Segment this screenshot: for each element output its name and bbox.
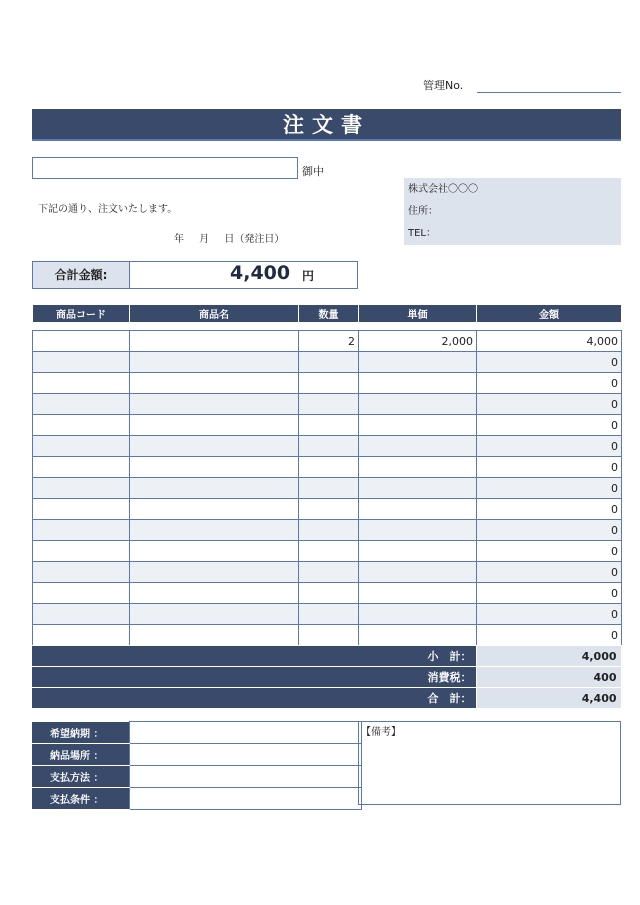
cell-unit-price[interactable] [359, 415, 477, 436]
cell-product-name[interactable] [130, 457, 299, 478]
company-name: 株式会社〇〇〇 [408, 184, 478, 195]
cell-amount[interactable]: 0 [477, 583, 622, 604]
cell-product-name[interactable] [130, 373, 299, 394]
table-row [33, 604, 622, 625]
cell-product-name[interactable] [130, 478, 299, 499]
cell-product-code[interactable] [33, 373, 130, 394]
col-header-product-code: 商品コード [33, 305, 130, 323]
cell-amount[interactable]: 4,000 [477, 331, 622, 352]
col-header-quantity: 数量 [299, 305, 359, 323]
table-row [33, 352, 622, 373]
col-header-unit-price: 単価 [359, 305, 477, 323]
cell-unit-price[interactable] [359, 436, 477, 457]
cell-product-name[interactable] [130, 562, 299, 583]
cell-unit-price[interactable] [359, 373, 477, 394]
table-row [33, 478, 622, 499]
cell-product-name[interactable] [130, 499, 299, 520]
cell-product-name[interactable] [130, 625, 299, 646]
grand-total-value: 4,400 [476, 688, 621, 709]
table-row [33, 457, 622, 478]
cell-product-code[interactable] [33, 520, 130, 541]
company-tel-label: TEL： [408, 228, 436, 239]
col-header-product-name: 商品名 [130, 305, 299, 323]
cell-product-name[interactable] [130, 583, 299, 604]
remarks-label: 【備考】 [361, 727, 401, 738]
cell-quantity[interactable] [299, 604, 359, 625]
delivery-place-label: 納品場所 ： [32, 744, 129, 766]
table-row [33, 583, 622, 604]
cell-product-name[interactable] [130, 331, 299, 352]
terms-table [32, 721, 362, 810]
recipient-name-field[interactable] [32, 157, 298, 179]
cell-amount[interactable]: 0 [477, 373, 622, 394]
cell-product-code[interactable] [33, 541, 130, 562]
cell-amount[interactable]: 0 [477, 625, 622, 646]
cell-unit-price[interactable] [359, 352, 477, 373]
grand-total-label: 合 計： [32, 688, 476, 709]
total-amount-label: 合計金額: [32, 261, 130, 289]
total-amount-value: 4,400 [230, 262, 291, 284]
cell-quantity[interactable] [299, 394, 359, 415]
delivery-date-label: 希望納期 ： [32, 722, 129, 744]
delivery-place-field[interactable] [129, 744, 361, 766]
cell-amount[interactable]: 0 [477, 520, 622, 541]
cell-unit-price[interactable] [359, 604, 477, 625]
cell-product-code[interactable] [33, 331, 130, 352]
payment-method-field[interactable] [129, 766, 361, 788]
order-date: 年 月 日（発注日） [174, 234, 285, 245]
cell-amount[interactable]: 0 [477, 541, 622, 562]
cell-amount[interactable]: 0 [477, 457, 622, 478]
cell-amount[interactable]: 0 [477, 562, 622, 583]
cell-product-name[interactable] [130, 394, 299, 415]
cell-product-code[interactable] [33, 499, 130, 520]
recipient-suffix: 御中 [302, 165, 324, 178]
cell-amount[interactable]: 0 [477, 352, 622, 373]
cell-quantity[interactable] [299, 352, 359, 373]
subtotal-value: 4,000 [476, 646, 621, 667]
cell-product-code[interactable] [33, 436, 130, 457]
cell-product-name[interactable] [130, 415, 299, 436]
table-row [33, 520, 622, 541]
tax-label: 消費税： [32, 667, 476, 688]
cell-quantity[interactable] [299, 415, 359, 436]
cell-unit-price[interactable] [359, 499, 477, 520]
cell-product-code[interactable] [33, 394, 130, 415]
table-row [33, 436, 622, 457]
cell-unit-price[interactable] [359, 541, 477, 562]
table-row [33, 331, 622, 352]
col-header-amount: 金額 [477, 305, 622, 323]
cell-product-code[interactable] [33, 415, 130, 436]
table-row [33, 562, 622, 583]
cell-unit-price[interactable] [359, 583, 477, 604]
cell-unit-price[interactable] [359, 562, 477, 583]
management-number-field[interactable] [477, 92, 621, 93]
cell-unit-price[interactable] [359, 457, 477, 478]
table-row [33, 415, 622, 436]
cell-unit-price[interactable] [359, 478, 477, 499]
remarks-box[interactable] [358, 721, 621, 805]
cell-quantity[interactable] [299, 499, 359, 520]
cell-quantity[interactable] [299, 457, 359, 478]
payment-terms-field[interactable] [129, 788, 361, 810]
cell-quantity[interactable] [299, 541, 359, 562]
cell-quantity[interactable] [299, 436, 359, 457]
cell-product-name[interactable] [130, 541, 299, 562]
cell-quantity[interactable] [299, 478, 359, 499]
cell-product-code[interactable] [33, 562, 130, 583]
management-number-label: 管理No. [423, 79, 464, 92]
payment-terms-label: 支払条件 ： [32, 788, 129, 810]
intro-text: 下記の通り、注文いたします。 [38, 204, 178, 215]
cell-quantity[interactable] [299, 583, 359, 604]
company-info-box [404, 178, 621, 245]
table-row [33, 373, 622, 394]
company-address-label: 住所： [408, 206, 438, 217]
cell-product-code[interactable] [33, 604, 130, 625]
subtotal-label: 小 計： [32, 646, 476, 667]
grand-total-row [32, 688, 621, 709]
cell-amount[interactable]: 0 [477, 604, 622, 625]
cell-product-name[interactable] [130, 520, 299, 541]
cell-quantity[interactable]: 2 [299, 331, 359, 352]
cell-unit-price[interactable]: 2,000 [359, 331, 477, 352]
cell-unit-price[interactable] [359, 394, 477, 415]
items-table [32, 304, 622, 646]
tax-value: 400 [476, 667, 621, 688]
table-row [33, 394, 622, 415]
cell-amount[interactable]: 0 [477, 478, 622, 499]
table-row [33, 625, 622, 646]
subtotal-row [32, 646, 621, 667]
cell-product-code[interactable] [33, 457, 130, 478]
delivery-date-field[interactable] [129, 722, 361, 744]
cell-product-name[interactable] [130, 604, 299, 625]
cell-quantity[interactable] [299, 562, 359, 583]
table-row [33, 541, 622, 562]
cell-product-code[interactable] [33, 352, 130, 373]
cell-quantity[interactable] [299, 625, 359, 646]
cell-unit-price[interactable] [359, 625, 477, 646]
table-row [33, 499, 622, 520]
cell-amount[interactable]: 0 [477, 436, 622, 457]
document-title: 注文書 [32, 109, 621, 141]
cell-amount[interactable]: 0 [477, 415, 622, 436]
payment-method-label: 支払方法 ： [32, 766, 129, 788]
cell-product-name[interactable] [130, 352, 299, 373]
cell-amount[interactable]: 0 [477, 394, 622, 415]
tax-row [32, 667, 621, 688]
cell-product-name[interactable] [130, 436, 299, 457]
cell-product-code[interactable] [33, 478, 130, 499]
cell-quantity[interactable] [299, 373, 359, 394]
cell-unit-price[interactable] [359, 520, 477, 541]
cell-quantity[interactable] [299, 520, 359, 541]
total-amount-unit: 円 [302, 269, 315, 283]
cell-product-code[interactable] [33, 625, 130, 646]
cell-amount[interactable]: 0 [477, 499, 622, 520]
cell-product-code[interactable] [33, 583, 130, 604]
summary-table [32, 645, 622, 709]
